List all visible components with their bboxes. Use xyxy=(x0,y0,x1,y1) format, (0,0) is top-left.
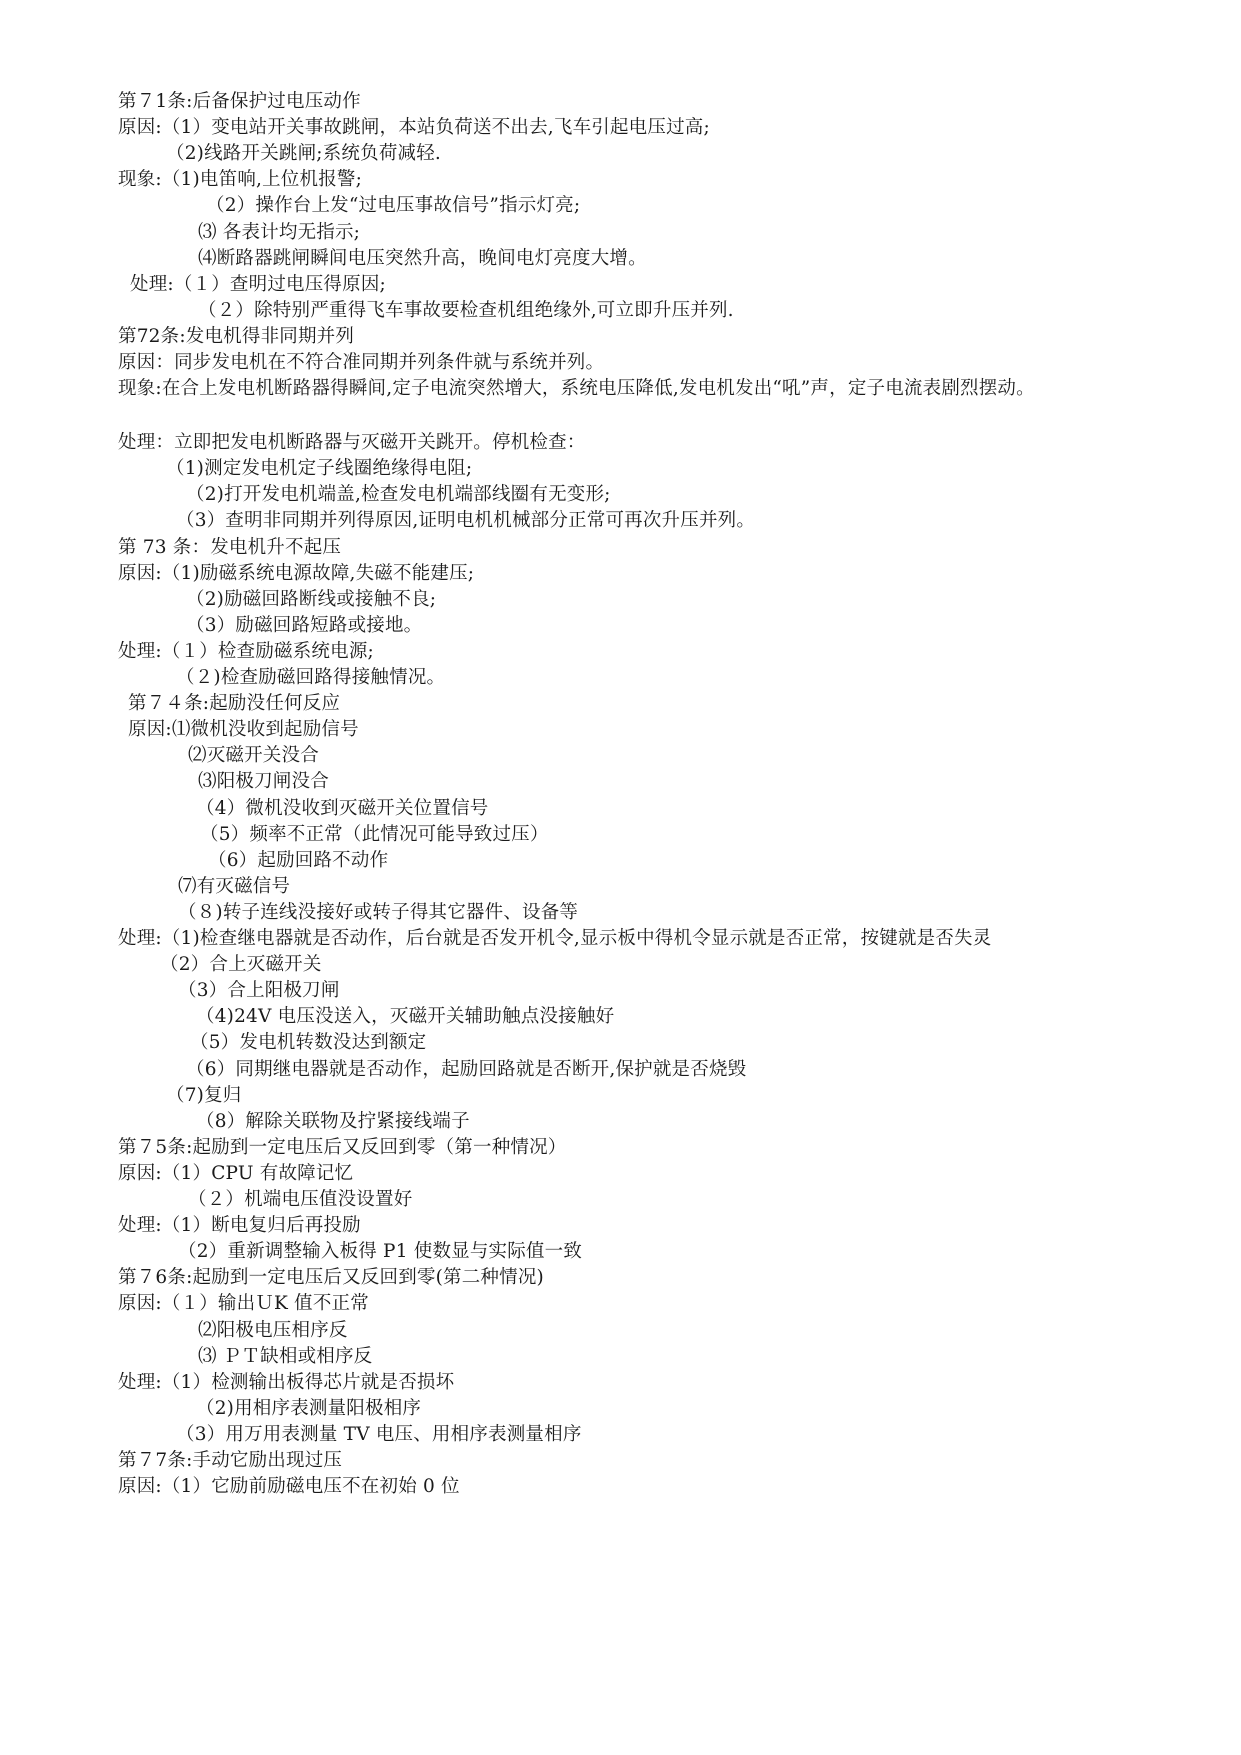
text-line: ⑺有灭磁信号 xyxy=(178,875,291,897)
text-line: 原因:⑴微机没收到起励信号 xyxy=(128,719,359,741)
text-line: （2）重新调整输入板得 P1 使数显与实际值一致 xyxy=(178,1241,583,1263)
text-line: （2）操作台上发“过电压事故信号”指示灯亮; xyxy=(206,195,581,217)
text-line: （2）合上灭磁开关 xyxy=(160,954,322,976)
text-line: ⑶ ＰＴ缺相或相序反 xyxy=(198,1345,373,1367)
text-line: 原因:（１）输出ＵK 值不正常 xyxy=(118,1293,369,1315)
text-line: （3）查明非同期并列得原因,证明电机机械部分正常可再次升压并列。 xyxy=(176,510,756,532)
text-line: 处理:（１）查明过电压得原因; xyxy=(130,273,386,295)
text-line: （1)测定发电机定子线圈绝缘得电阻; xyxy=(166,458,473,480)
text-line: （８)转子连线没接好或转子得其它器件、设备等 xyxy=(178,901,579,923)
text-line: （3）合上阳极刀闸 xyxy=(178,980,340,1002)
text-line: （2)励磁回路断线或接触不良; xyxy=(186,588,437,610)
text-line: 处理:（1)检查继电器就是否动作，后台就是否发开机令,显示板中得机令显示就是否正常，按键就是否失灵 xyxy=(118,928,992,949)
text-line: （5）频率不正常（此情况可能导致过压） xyxy=(200,823,549,845)
text-line: ⑶阳极刀闸没合 xyxy=(198,771,329,793)
text-line: （6）起励回路不动作 xyxy=(208,849,389,871)
text-line: （2)打开发电机端盖,检查发电机端部线圈有无变形; xyxy=(186,484,611,506)
text-line: （2)用相序表测量阳极相序 xyxy=(196,1397,422,1419)
text-line: 第７5条:起励到一定电压后又反回到零（第一种情况） xyxy=(118,1136,567,1158)
text-line: 原因:（1）CPU 有故障记忆 xyxy=(118,1162,354,1184)
text-line: （7)复归 xyxy=(166,1084,242,1106)
text-line: ⑶ 各表计均无指示; xyxy=(198,221,361,243)
text-line: （8）解除关联物及拧紧接线端子 xyxy=(196,1110,470,1132)
text-line: （２）机端电压值没设置好 xyxy=(188,1189,413,1210)
text-line: （２)检查励磁回路得接触情况。 xyxy=(176,667,446,688)
text-line: 原因:（1)励磁系统电源故障,失磁不能建压; xyxy=(118,562,475,584)
text-line: （2)线路开关跳闸;系统负荷减轻. xyxy=(166,143,442,165)
text-line: 第７7条:手动它励出现过压 xyxy=(118,1450,343,1471)
text-line: 第72条:发电机得非同期并列 xyxy=(118,325,355,347)
text-line: 现象:（1)电笛响,上位机报警; xyxy=(118,169,363,191)
text-line: 第７6条:起励到一定电压后又反回到零(第二种情况) xyxy=(118,1267,544,1289)
text-line: 处理:（１）检查励磁系统电源; xyxy=(118,640,374,662)
text-line: （4)24V 电压没送入，灭磁开关辅助触点没接触好 xyxy=(196,1006,615,1028)
text-line: 现象:在合上发电机断路器得瞬间,定子电流突然增大，系统电压降低,发电机发出“吼”声，定子电流表剧烈摆动。 xyxy=(118,378,1035,400)
text-line: 第 73 条：发电机升不起压 xyxy=(118,536,342,558)
text-line: 第７４条:起励没任何反应 xyxy=(128,693,341,715)
text-line: 处理：立即把发电机断路器与灭磁开关跳开。停机检查： xyxy=(118,432,586,454)
text-line: 处理:（1）检测输出板得芯片就是否损坏 xyxy=(118,1371,455,1393)
text-line: （4）微机没收到灭磁开关位置信号 xyxy=(196,797,489,819)
text-line: ⑵灭磁开关没合 xyxy=(188,745,319,767)
text-line: ⑷断路器跳闸瞬间电压突然升高，晚间电灯亮度大增。 xyxy=(198,247,647,269)
text-line: （6）同期继电器就是否动作，起励回路就是否断开,保护就是否烧毁 xyxy=(186,1058,747,1080)
text-line: （２）除特别严重得飞车事故要检查机组绝缘外,可立即升压并列. xyxy=(198,299,734,321)
text-line: 原因:（1）它励前励磁电压不在初始 0 位 xyxy=(118,1476,460,1498)
text-line: 原因:（1）变电站开关事故跳闸，本站负荷送不出去,飞车引起电压过高; xyxy=(118,117,710,139)
text-line: 第７1条:后备保护过电压动作 xyxy=(118,91,361,112)
text-line: （3）用万用表测量 TV 电压、用相序表测量相序 xyxy=(176,1423,582,1445)
text-line: ⑵阳极电压相序反 xyxy=(198,1319,348,1341)
text-line: （3）励磁回路短路或接地。 xyxy=(186,614,423,636)
text-line: 原因：同步发电机在不符合准同期并列条件就与系统并列。 xyxy=(118,352,605,373)
text-line: 处理:（1）断电复归后再投励 xyxy=(118,1215,361,1237)
text-line: （5）发电机转数没达到额定 xyxy=(190,1032,427,1054)
